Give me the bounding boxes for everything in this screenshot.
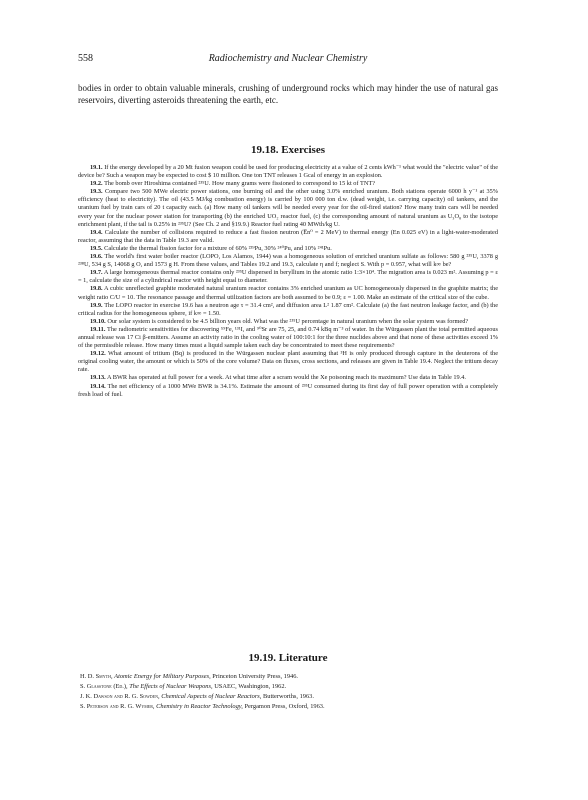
exercise-number: 19.9.: [90, 301, 103, 309]
exercise-number: 19.1.: [90, 164, 103, 171]
exercise-number: 19.14.: [90, 382, 106, 390]
reference-entry: [80, 692, 500, 702]
running-head: [78, 53, 498, 67]
exercise-number: 19.10.: [90, 317, 106, 325]
exercise-item: [78, 180, 498, 188]
reference-entry: [80, 702, 500, 712]
exercise-item: [78, 285, 498, 301]
exercise-text: The net efficiency of a 1000 MWe BWR is 34.1%. Estimate the amount of ²³⁵U consumed during its first day of full power operation with a completely fresh load of fuel.: [78, 382, 498, 398]
exercise-number: 19.11.: [90, 325, 106, 333]
reference-author: S. Glasstone (Ed.),: [80, 683, 128, 690]
reference-publisher: Princeton University Press, 1946.: [212, 673, 299, 680]
exercise-item: [78, 383, 498, 399]
exercise-number: 19.13.: [90, 374, 106, 382]
exercise-item: [78, 302, 498, 318]
exercise-text: A cubic unreflected graphite moderated natural uranium reactor contains 3% enriched uranium as UC homogeneously dispersed in the graphite matrix; the weight ratio C/U = 10. The resonance passage and thermal utilization factors are both assumed to be 0.9; ε = 1.00. Make an estimate of the critical size of the cube.: [78, 285, 498, 301]
exercise-item: [78, 245, 498, 253]
exercise-text: Compare two 500 MWe electric power stations, one burning oil and the other using 3.0% enriched uranium. Both stations operate 6000 h y⁻¹ at 35% efficiency (heat to electricity). The oil (43.5 MJ/kg combustion energy) is carried by 100 000 ton d.w. (dead weight, i.e. carrying capacity) oil tankers, and the uranium fuel by train cars of 20 t capacity each. (a) How many oil tankers will be needed every year for the oil-fired station? How many train cars will be needed every year for the nuclear power station for transporting (b) the enriched UO₂ reactor fuel, (c) the corresponding amount of natural uranium as U₃O₈ to the isotope enrichment plant, if the tail is 0.25% in ²³⁵U? (See Ch. 2 and §19.9.) Reactor fuel rating 40 MWth/kg U.: [78, 188, 499, 228]
exercise-number: 19.4.: [90, 228, 103, 236]
exercise-text: The radiometric sensitivities for discovering ⁵⁹Fe, ¹³¹I, and ⁹⁰Sr are 75, 25, and 0.74 kBq m⁻³ of water. In the Würgassen plant the total permitted aqueous annual release was 17 Ci β-emitters. Assume an activity ratio in the cooling water of 100:10:1 for the three nuclides above and that none of these activities exceed 1% of the permissible release. How many times must a liquid sample taken each day be concentrated to meet these requirements?: [78, 325, 498, 350]
reference-title: The Effects of Nuclear Weapons,: [129, 683, 213, 690]
reference-author: J. K. Dawson and R. G. Sowden,: [80, 693, 160, 700]
exercise-number: 19.3.: [90, 188, 103, 196]
exercise-item: [78, 164, 498, 180]
reference-title: Chemical Aspects of Nuclear Reactors,: [161, 693, 262, 700]
page-number: 558: [78, 53, 93, 64]
exercise-text: The LOPO reactor in exercise 19.6 has a neutron age τ = 31.4 cm², and diffusion area L² 1.87 cm². Calculate (a) the fast neutron leakage factor, and (b) the critical radius for the homogeneous sphere, if k∞ = 1.50.: [78, 301, 498, 317]
exercise-text: Calculate the thermal fission factor for a mixture of 60% ²³⁹Pu, 30% ²⁴⁰Pu, and 10% ²⁴¹Pu.: [104, 244, 332, 252]
exercise-item: [78, 229, 498, 245]
reference-entry: [80, 672, 500, 682]
exercise-item: [78, 269, 498, 285]
exercise-item: [78, 253, 498, 269]
exercise-text: A BWR has operated at full power for a week. At what time after a scram would the Xe poisoning reach its maximum? Use data in Table 19.4.: [106, 374, 466, 382]
exercises-list: [78, 164, 498, 399]
reference-author: H. D. Smyth,: [80, 673, 113, 680]
intro-paragraph: bodies in order to obtain valuable minerals, crushing of underground rocks which may hinder the use of natural gas reservoirs, diverting asteroids threatening the earth, etc.: [78, 83, 498, 105]
literature-list: [80, 672, 500, 712]
exercise-text: Calculate the number of collisions required to reduce a fast fission neutron (E̅n⁰ = 2 MeV) to thermal energy (En 0.025 eV) in a light-water-moderated reactor, assuming that the data in Table 19.3 are valid.: [78, 228, 498, 244]
exercise-text: The world's first water boiler reactor (LOPO, Los Alamos, 1944) was a homogeneous solution of enriched uranium sulfate as follows: 580 g ²³⁵U, 3378 g ²³⁸U, 534 g S, 14068 g O, and 1573 g H. From these values, and Tables 19.2 and 19.3, calculate η and f; neglect S. With p = 0.957, what will k∞ be?: [78, 253, 498, 269]
exercise-item: [78, 350, 498, 374]
running-title: Radiochemistry and Nuclear Chemistry: [208, 53, 368, 64]
exercise-number: 19.12.: [90, 350, 106, 358]
exercise-item: [78, 374, 498, 382]
reference-publisher: Pergamon Press, Oxford, 1963.: [244, 703, 325, 710]
exercise-text: Our solar system is considered to be 4.5 billion years old. What was the ²³⁵U percentage in natural uranium when the solar system was formed?: [107, 317, 469, 325]
exercise-item: [78, 326, 498, 350]
exercise-number: 19.7.: [90, 269, 103, 277]
exercise-text: The bomb over Hiroshima contained ²³⁵U. How many grams were fissioned to correspond to 15 kt of TNT?: [104, 180, 376, 188]
exercise-text: If the energy developed by a 20 Mt fusion weapon could be used for producing electricity at a value of 2 cents kWh⁻¹ what would the "electric value" of the device be? Such a weapon may be expected to cost $ 10 million. One ton TNT releases 1 Gcal of energy in an explosion.: [78, 164, 498, 180]
exercise-number: 19.2.: [90, 180, 103, 188]
reference-publisher: USAEC, Washington, 1962.: [214, 683, 287, 690]
exercise-text: What amount of tritium (Bq) is produced in the Würgassen nuclear plant assuming that ³H is only produced through capture in the deuterons of the original cooling water, the amount or which is 50% of the core volume? Data on fluxes, cross sections, and releases are given in Table 19.4. Neglect the tritium decay rate.: [78, 350, 498, 374]
reference-author: S. Peterson and R. G. Wymer,: [80, 703, 155, 710]
exercise-number: 19.5.: [90, 244, 103, 252]
exercise-text: A large homogeneous thermal reactor contains only ²³⁵U dispersed in beryllium in the atomic ratio 1:3×10⁴. The migration area is 0.023 m². Assuming p = ε = 1, calculate the size of a cylindrical reactor with height equal to diameter.: [78, 269, 498, 285]
exercises-heading: 19.18. Exercises: [250, 144, 326, 156]
literature-heading: 19.19. Literature: [248, 652, 328, 664]
exercise-item: [78, 188, 498, 228]
exercise-item: [78, 318, 498, 326]
reference-title: Chemistry in Reactor Technology,: [156, 703, 243, 710]
reference-title: Atomic Energy for Military Purposes,: [114, 673, 211, 680]
reference-entry: [80, 682, 500, 692]
exercise-number: 19.6.: [90, 253, 103, 261]
reference-publisher: Butterworths, 1963.: [263, 693, 314, 700]
exercise-number: 19.8.: [90, 285, 103, 293]
